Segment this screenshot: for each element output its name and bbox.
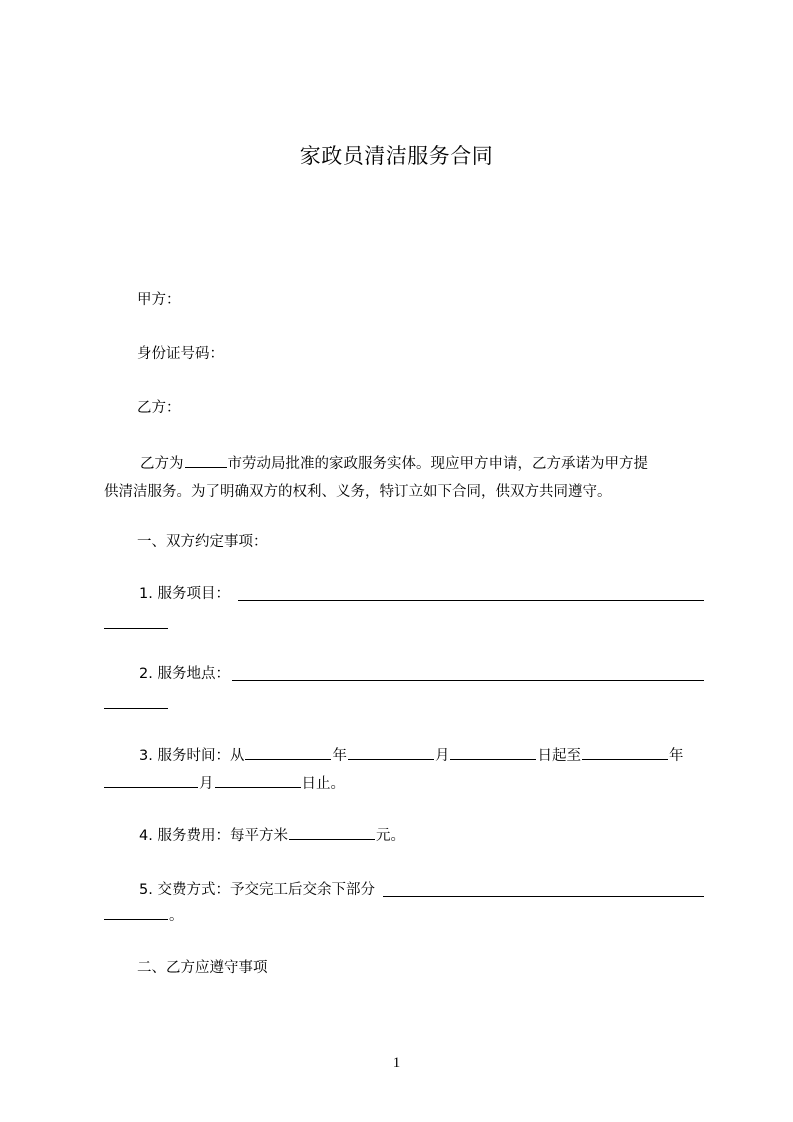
intro-paragraph-line2: 供清洁服务。为了明确双方的权利、义务，特订立如下合同，供双方共同遵守。 xyxy=(104,484,612,500)
start-month-blank xyxy=(348,744,434,760)
item2-blank-cont xyxy=(104,688,168,709)
month2-label: 月 xyxy=(199,776,214,792)
item2-row xyxy=(104,664,704,684)
start-year-blank xyxy=(245,744,331,760)
item1-blank-cont xyxy=(104,608,168,629)
section1-heading: 一、双方约定事项： xyxy=(137,534,268,550)
section2-heading: 二、乙方应遵守事项 xyxy=(137,960,268,976)
item1-label: 1. 服务项目： xyxy=(139,586,230,602)
item1-blank xyxy=(238,585,704,601)
fee-unit: 元。 xyxy=(375,828,405,844)
item3-row xyxy=(104,744,704,766)
item5-row xyxy=(104,880,704,900)
day-to-label: 日止。 xyxy=(301,776,345,792)
item5-label: 5. 交费方式：予交完工后交余下部分 xyxy=(139,882,375,898)
item1-row xyxy=(104,584,704,604)
intro-paragraph-line1 xyxy=(104,452,704,474)
item4-row xyxy=(104,824,704,846)
item5-blank-cont xyxy=(104,904,168,920)
start-day-blank xyxy=(450,744,536,760)
item3-label: 3. 服务时间：从 xyxy=(139,748,245,764)
item5-blank xyxy=(383,881,704,897)
item2-label: 2. 服务地点： xyxy=(139,666,230,682)
item5-row-cont xyxy=(104,904,704,926)
document-title: 家政员清洁服务合同 xyxy=(299,144,494,168)
end-month-blank xyxy=(104,772,198,788)
month-label: 月 xyxy=(434,748,450,764)
id-number-label: 身份证号码： xyxy=(137,346,224,362)
item3-row-cont xyxy=(104,772,704,794)
fee-blank xyxy=(289,824,375,840)
day-from-label: 日起至 xyxy=(537,748,581,764)
item2-blank xyxy=(232,665,704,681)
city-blank xyxy=(185,452,227,468)
end-day-blank xyxy=(215,772,301,788)
intro-text-part1: 乙方为 xyxy=(140,456,184,472)
year-label: 年 xyxy=(332,748,347,764)
year2-label: 年 xyxy=(668,748,684,764)
item5-end: 。 xyxy=(169,908,184,924)
party-a-label: 甲方： xyxy=(137,292,181,308)
party-b-label: 乙方： xyxy=(137,400,181,416)
item4-label: 4. 服务费用：每平方米 xyxy=(139,828,288,844)
page-number: 1 xyxy=(392,1055,401,1071)
end-year-blank xyxy=(582,744,668,760)
intro-text-part2: 市劳动局批准的家政服务实体。现应甲方申请，乙方承诺为甲方提 xyxy=(227,456,648,472)
